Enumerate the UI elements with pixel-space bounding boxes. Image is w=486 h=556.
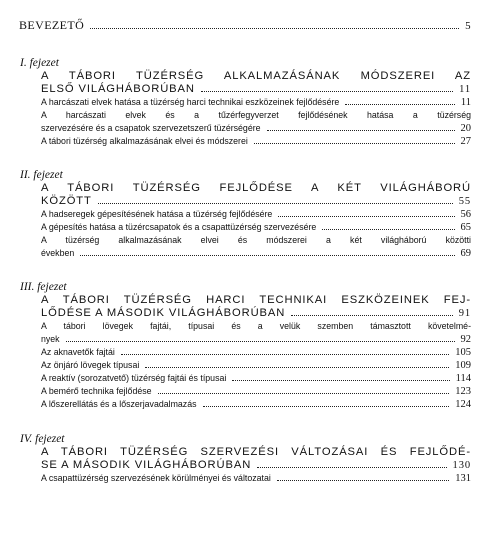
intro-row (19, 18, 471, 33)
toc-entry (19, 208, 471, 221)
leader-dots (201, 91, 453, 92)
toc-entry (19, 359, 471, 372)
toc-entry-text: Az aknavetők fajtái (41, 347, 115, 357)
toc-entry (19, 385, 471, 398)
chapter-3 (19, 281, 471, 411)
chapter-title (19, 70, 471, 96)
toc-entry-page-number: 124 (455, 399, 471, 410)
toc-entry (19, 234, 471, 260)
chapter-label: I. fejezet (20, 57, 59, 69)
toc-entry-text: A csapattüzérség szervezésének körülményei és változatai (41, 473, 271, 483)
chapter-2 (19, 169, 471, 260)
toc-entry (19, 221, 471, 234)
chapter-title-line: A TÁBORI TÜZÉRSÉG HARCI TECHNIKAI ESZKÖZEINEK FEJ- (41, 294, 471, 306)
toc-entry-text: A hadseregek gépesítésének hatása a tüzérség fejlődésére (41, 209, 273, 219)
leader-dots (345, 104, 455, 105)
toc-entry (19, 96, 471, 109)
toc-entry-text: A tüzérség alkalmazásának elvei és módszerei a két világháború közötti (41, 235, 471, 245)
chapter-title-line: KÖZÖTT (41, 195, 92, 207)
chapter-label: IV. fejezet (20, 433, 65, 445)
leader-dots (257, 467, 446, 468)
chapter-list (19, 57, 471, 485)
chapter-title-line: ELSŐ VILÁGHÁBORÚBAN (41, 83, 195, 95)
toc-entry-page-number: 20 (460, 123, 471, 134)
toc-entry-page-number: 69 (460, 248, 471, 259)
chapter-title-line: A TÁBORI TÜZÉRSÉG ALKALMAZÁSÁNAK MÓDSZEREI AZ (41, 70, 471, 82)
leader-dots (145, 367, 449, 368)
toc-entry-text: A bemérő technika fejlődése (41, 386, 152, 396)
leader-dots (90, 28, 459, 29)
toc-entry (19, 346, 471, 359)
leader-dots (158, 393, 450, 394)
toc-entry-text: A harcászati elvek és a tűzérfegyverzet fejlődésének hatása a tüzérség (41, 110, 471, 120)
leader-dots (322, 229, 454, 230)
chapter-page-number: 11 (459, 84, 471, 95)
leader-dots (80, 255, 454, 256)
toc-entry-page-number: 92 (460, 334, 471, 345)
leader-dots (291, 315, 452, 316)
leader-dots (203, 406, 450, 407)
toc-entry (19, 320, 471, 346)
toc-entry-page-number: 109 (455, 360, 471, 371)
leader-dots (232, 380, 449, 381)
chapter-label: II. fejezet (20, 169, 63, 181)
toc-entry-page-number: 65 (460, 222, 471, 233)
toc-entry-text: nyek (41, 334, 60, 344)
toc-entry (19, 472, 471, 485)
toc-entry (19, 372, 471, 385)
toc-entry-text: A harcászati elvek hatása a tüzérség harci technikai eszközeinek fejlődésére (41, 97, 340, 107)
leader-dots (278, 216, 454, 217)
toc-entry-page-number: 123 (455, 386, 471, 397)
leader-dots (267, 130, 455, 131)
chapter-title-line: A TÁBORI TÜZÉRSÉG SZERVEZÉSI VÁLTOZÁSAI ÉS FEJLŐDÉ- (41, 446, 471, 458)
toc-entry-page-number: 11 (460, 97, 471, 108)
toc-entry-page-number: 105 (455, 347, 471, 358)
toc-entry-page-number: 131 (455, 473, 471, 484)
leader-dots (98, 203, 453, 204)
leader-dots (66, 341, 455, 342)
toc-entry-text: A reaktív (sorozatvető) tüzérség fajtái és típusai (41, 373, 227, 383)
toc-entry-text: A gépesítés hatása a tüzércsapatok és a csapattüzérség szervezésére (41, 222, 317, 232)
leader-dots (254, 143, 455, 144)
chapter-page-number: 55 (458, 196, 471, 207)
table-of-contents (19, 18, 471, 485)
chapter-title (19, 446, 471, 472)
toc-entry-text: A tábori tüzérség alkalmazásának elvei és módszerei (41, 136, 248, 146)
toc-entry-text: években (41, 248, 75, 258)
chapter-title-line: A TÁBORI TÜZÉRSÉG FEJLŐDÉSE A KÉT VILÁGHÁBORÚ (41, 182, 471, 194)
chapter-title (19, 294, 471, 320)
toc-entry-text: Az önjáró lövegek típusai (41, 360, 140, 370)
toc-entry-page-number: 114 (455, 373, 471, 384)
toc-entry-text: A tábori lövegek fajtái, típusai és a velük szemben támasztott követelmé- (41, 321, 471, 331)
chapter-title-line: LŐDÉSE A MÁSODIK VILÁGHÁBORÚBAN (41, 307, 286, 319)
chapter-4 (19, 433, 471, 485)
toc-entry-text: szervezésére és a csapatok szervezetszerű tüzérségére (41, 123, 261, 133)
toc-entry-page-number: 27 (460, 136, 471, 147)
chapter-1 (19, 57, 471, 148)
leader-dots (277, 480, 449, 481)
chapter-page-number: 130 (452, 460, 471, 471)
chapter-title (19, 182, 471, 208)
intro-page-number: 5 (465, 20, 471, 32)
toc-entry (19, 135, 471, 148)
intro-label: BEVEZETŐ (19, 18, 85, 32)
chapter-title-line: SE A MÁSODIK VILÁGHÁBORÚBAN (41, 459, 252, 471)
toc-entry (19, 109, 471, 135)
leader-dots (121, 354, 449, 355)
toc-entry-page-number: 56 (460, 209, 471, 220)
chapter-label: III. fejezet (20, 281, 67, 293)
toc-entry (19, 398, 471, 411)
chapter-page-number: 91 (458, 308, 471, 319)
toc-entry-text: A lőszerellátás és a lőszerjavadalmazás (41, 399, 197, 409)
